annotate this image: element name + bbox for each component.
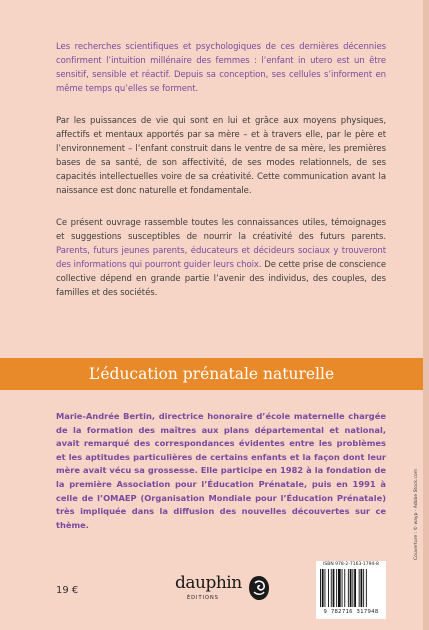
intro-paragraph: Les recherches scientifiques et psychologiques de ces dernières décennies confirment l’intuition millénaire des femmes : l’enfant in utero est un être sensitif, sensible et réactif. Depuis sa conception, ses cellules s’informent en même temps qu’elles se forment.: [56, 42, 386, 94]
paragraph-3-end: De cette prise de conscience collective dépend en grande partie l’avenir des individus, des couples, des familles et des sociétés.: [56, 260, 386, 298]
price: 19 €: [56, 585, 79, 596]
isbn-text: ISBN 978-2-7163-1794-8: [323, 562, 379, 567]
publisher-name: dauphin: [175, 573, 242, 593]
body-paragraph-2: Par les puissances de vie qui sont en lui et grâce aux moyens physiques, affectifs et mentaux apportés par sa mère – et à travers elle, par le père et l’environnement – l’enfant construit dans le ventre de sa mère, les premières bases de sa santé, de son affectivité, de ses modes relationnels, de ses capacités intellectuelles voire de sa créativité. Cette communication avant la naissance est donc naturelle et fondamentale.: [56, 116, 386, 196]
body-paragraph-3: [56, 216, 386, 300]
barcode: [316, 561, 386, 619]
paragraph-3-highlight: Parents, futurs jeunes parents, éducateurs et décideurs sociaux y trouveront des informations qui pourront guider leurs choix.: [56, 246, 386, 270]
spine-edge: [423, 0, 429, 630]
paragraph-3-start: Ce présent ouvrage rassemble toutes les connaissances utiles, témoignages et suggestions susceptibles de nourrir la créativité des futurs parents.: [56, 218, 386, 242]
book-title: L’éducation prénatale naturelle: [88, 365, 335, 383]
publisher-logo: [175, 573, 255, 609]
author-bio: Marie-Andrée Bertin, directrice honoraire d’école maternelle chargée de la formation des maîtres aux plans départemental et national, avait remarqué des correspondances évidentes entre les problèmes et les aptitudes particulières de certains enfants et la façon dont leur mère avait vécu sa grossesse. Elle participe en 1982 à la fondation de la première Association pour l’Éducation Prénatale, puis en 1991 à celle de l’OMAEP (Organisation Mondiale pour l’Éducation Prénatale) très impliquée dans la diffusion des nouvelles découvertes sur ce thème.: [56, 411, 386, 530]
barcode-bars-icon: [320, 569, 382, 607]
cover-credit: Couverture : © wayp - Adobe Stock.com: [414, 468, 419, 560]
dolphin-logo-icon: [248, 575, 270, 601]
ean-digits: 9 782716 317948: [323, 609, 379, 615]
publisher-sub: ÉDITIONS: [187, 595, 219, 601]
title-band: [0, 358, 423, 390]
